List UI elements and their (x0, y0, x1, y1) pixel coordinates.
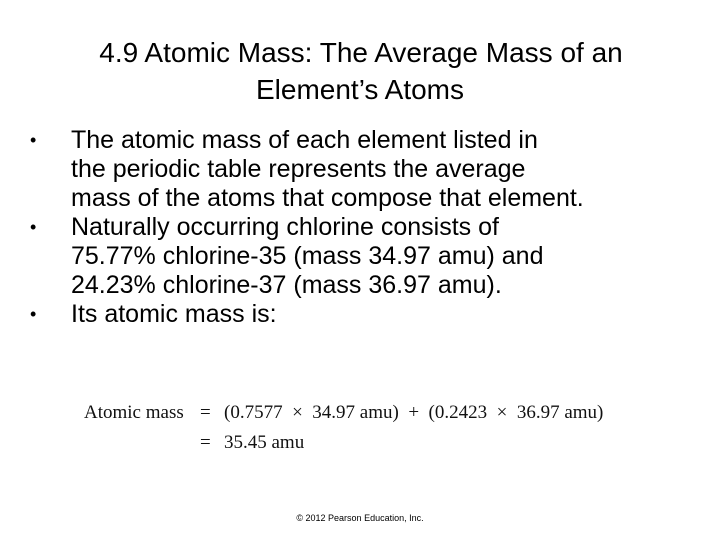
bullet-text: Its atomic mass is: (71, 300, 277, 328)
bullet-dot: • (30, 130, 37, 150)
slide-title (0, 34, 720, 108)
equation-row-2 (84, 428, 603, 458)
equation-label: Atomic mass (84, 402, 184, 423)
equation-label-spacer (84, 428, 200, 458)
bullet-item (30, 300, 700, 329)
bullet-list (30, 126, 700, 329)
equation-row-1 (84, 398, 603, 428)
title-line-2: Element’s Atoms (255, 74, 465, 105)
bullet-dot: • (30, 217, 37, 237)
equation-result: 35.45 amu (224, 432, 305, 453)
equation-expression: (0.7577 × 34.97 amu) + (0.2423 × 36.97 amu) (224, 402, 604, 423)
equals-sign: = (200, 402, 211, 423)
bullet-text: Naturally occurring chlorine consists of 75.77% chlorine-35 (mass 34.97 amu) and 24.23% chlorine-37 (mass 36.97 amu). (71, 213, 544, 299)
atomic-mass-equation (84, 398, 603, 458)
bullet-text: The atomic mass of each element listed in the periodic table represents the average mass of the atoms that compose that element. (71, 126, 584, 212)
bullet-item (30, 213, 700, 300)
copyright-text: © 2012 Pearson Education, Inc. (296, 513, 424, 523)
bullet-item (30, 126, 700, 213)
copyright-footer (0, 513, 720, 523)
bullet-dot: • (30, 304, 37, 324)
title-line-1: 4.9 Atomic Mass: The Average Mass of an (99, 37, 623, 68)
equals-sign: = (200, 432, 211, 453)
